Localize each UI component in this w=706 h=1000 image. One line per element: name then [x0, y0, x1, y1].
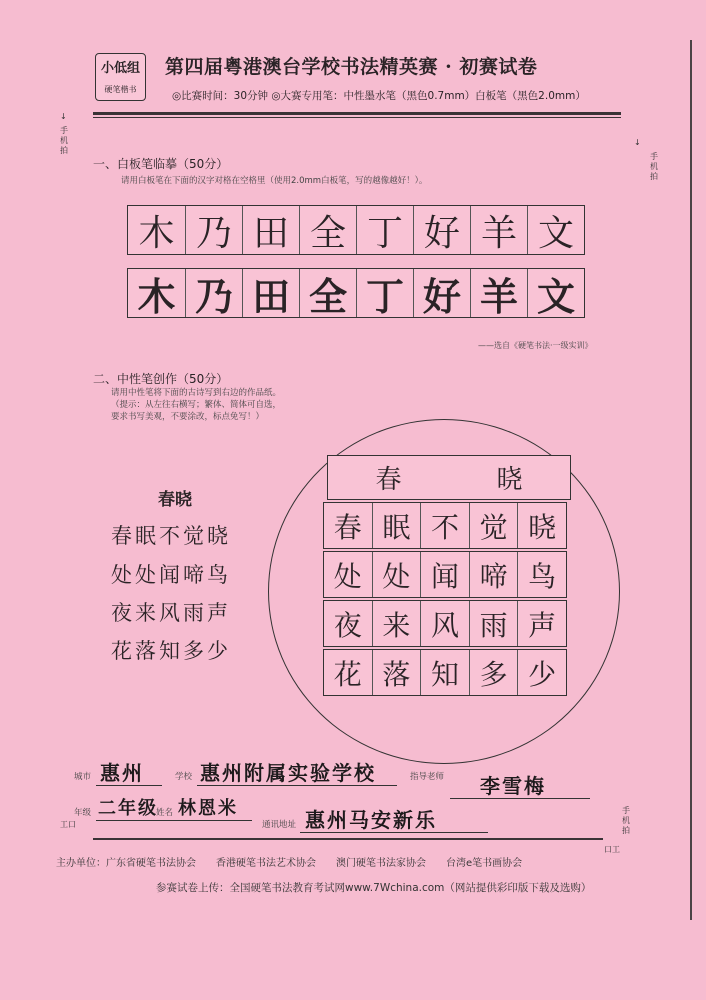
- grade-label: 年级: [74, 808, 92, 818]
- work-title-box: [327, 455, 571, 500]
- work-row: [323, 600, 567, 647]
- work-char: 花: [333, 657, 362, 691]
- poem-line: 处处闻啼鸟: [111, 563, 231, 587]
- work-char: 晓: [517, 503, 566, 548]
- model-grid: [127, 268, 585, 318]
- city-underline: [96, 785, 162, 786]
- hand-char: 木: [138, 212, 175, 254]
- left-margin-text: 手机拍: [60, 126, 68, 155]
- work-char: 不: [420, 503, 469, 548]
- name-label: 姓名: [156, 808, 174, 818]
- school-label: 学校: [175, 772, 193, 782]
- hand-char: 全: [299, 206, 356, 254]
- poem-line: 夜来风雨声: [111, 601, 231, 625]
- work-char: 处: [333, 559, 362, 593]
- handwritten-grid: [127, 205, 585, 255]
- hand-char: 羊: [470, 206, 527, 254]
- work-row: [323, 502, 567, 549]
- school-value: 惠州附属实验学校: [200, 761, 376, 785]
- upload-info: 参赛试卷上传：全国硬笔书法教育考试网www.7Wchina.com（网站提供彩印版下载及选购）: [156, 882, 592, 894]
- work-row: [323, 649, 567, 696]
- work-char: 闻: [420, 552, 469, 597]
- work-grid: [323, 502, 567, 698]
- left-margin-mark: ↓: [60, 112, 67, 121]
- work-char: 啼: [469, 552, 518, 597]
- header-rule: [93, 112, 621, 115]
- hand-char: 田: [242, 206, 299, 254]
- work-char: 来: [372, 601, 421, 646]
- model-char: 木: [137, 274, 176, 319]
- right-margin-text-top: 手机拍: [650, 152, 658, 181]
- model-char: 文: [527, 269, 584, 317]
- work-char: 少: [517, 650, 566, 695]
- footer-rule: [93, 838, 603, 840]
- right-bottom-mark: 口工: [604, 845, 620, 854]
- logo-main-text: 小低组: [100, 61, 140, 76]
- name-value: 林恩米: [178, 798, 238, 819]
- hand-char: 丁: [356, 206, 413, 254]
- source-credit: ——选自《硬笔书法·一级实训》: [478, 341, 593, 350]
- address-label: 通讯地址: [262, 820, 297, 830]
- right-edge-line: [690, 40, 692, 920]
- model-char: 丁: [356, 269, 413, 317]
- model-char: 全: [299, 269, 356, 317]
- work-char: 眠: [372, 503, 421, 548]
- left-bottom-mark: 工口: [60, 820, 76, 829]
- work-char: 知: [420, 650, 469, 695]
- work-title-char: 春: [375, 465, 402, 495]
- section2-note-2: （提示：从左往右横写；繁体、简体可自选，: [111, 400, 282, 410]
- hand-char: 文: [527, 206, 584, 254]
- model-char: 乃: [185, 269, 242, 317]
- address-value: 惠州马安新乐: [305, 808, 437, 832]
- work-row: [323, 551, 567, 598]
- work-char: 觉: [469, 503, 518, 548]
- contest-logo: [95, 53, 146, 101]
- hand-char: 好: [413, 206, 470, 254]
- teacher-underline: [450, 798, 590, 799]
- section2-title: 二、中性笔创作（50分）: [93, 372, 229, 386]
- right-margin-text-bottom: 手机拍: [622, 806, 630, 835]
- work-char: 春: [333, 510, 362, 544]
- section2-note-3: 要求书写美观，不要涂改，标点免写！）: [111, 412, 265, 422]
- city-label: 城市: [74, 772, 92, 782]
- section1-note: 请用白板笔在下面的汉字对格在空格里（使用2.0mm白板笔，写的越像越好！）。: [121, 176, 428, 186]
- poem-line: 花落知多少: [111, 639, 231, 663]
- model-char: 好: [413, 269, 470, 317]
- section1-title: 一、白板笔临摹（50分）: [93, 157, 229, 171]
- right-margin-mark: ↓: [634, 138, 641, 147]
- header-rule-thin: [93, 117, 621, 118]
- teacher-label: 指导老师: [410, 772, 445, 782]
- model-char: 羊: [470, 269, 527, 317]
- work-char: 风: [420, 601, 469, 646]
- poem-line: 春眠不觉晓: [111, 524, 231, 548]
- work-char: 雨: [469, 601, 518, 646]
- exam-info: ◎比赛时间：30分钟 ◎大赛专用笔：中性墨水笔（黑色0.7mm）白板笔（黑色2.0mm）: [172, 90, 586, 102]
- work-char: 声: [517, 601, 566, 646]
- work-title-char: 晓: [496, 465, 523, 495]
- hand-char: 乃: [185, 206, 242, 254]
- logo-sub-text: 硬笔楷书: [104, 85, 137, 94]
- grade-value: 二年级: [98, 798, 158, 819]
- model-char: 田: [242, 269, 299, 317]
- page-title: 第四届粤港澳台学校书法精英赛 · 初赛试卷: [165, 56, 538, 78]
- poem-title: 春晓: [158, 490, 192, 510]
- work-char: 鸟: [517, 552, 566, 597]
- work-char: 处: [372, 552, 421, 597]
- city-value: 惠州: [100, 761, 144, 785]
- grade-name-underline: [96, 820, 252, 821]
- work-char: 夜: [333, 608, 362, 642]
- teacher-value: 李雪梅: [480, 774, 546, 798]
- address-underline: [300, 832, 488, 833]
- work-char: 多: [469, 650, 518, 695]
- school-underline: [197, 785, 397, 786]
- work-char: 落: [372, 650, 421, 695]
- organizers: 主办单位：广东省硬笔书法协会 香港硬笔书法艺术协会 澳门硬笔书法家协会 台湾e笔书画协会: [56, 858, 523, 869]
- section2-note-1: 请用中性笔将下面的古诗写到右边的作品纸。: [111, 388, 282, 398]
